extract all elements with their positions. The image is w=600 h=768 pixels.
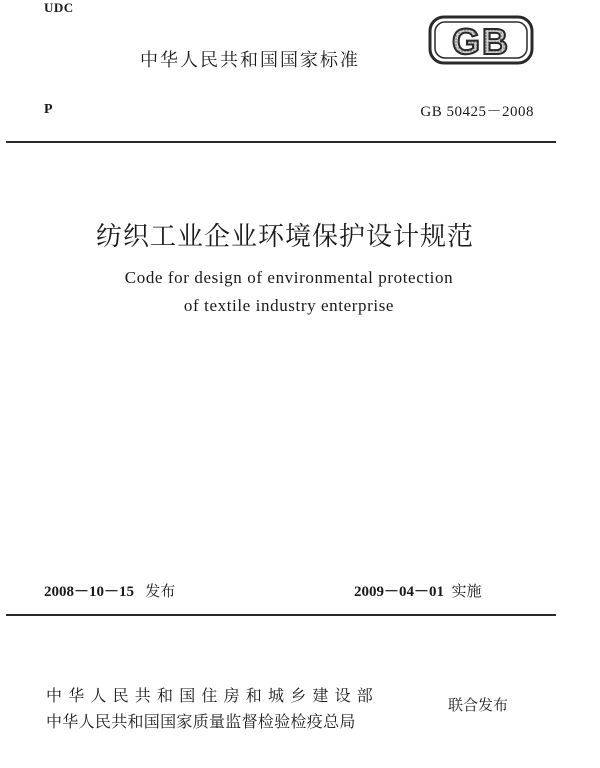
issue-date: 2008－10－15	[44, 584, 135, 600]
svg-text:GB: GB	[452, 21, 510, 62]
gb-logo	[428, 14, 534, 66]
implement-label: 实施	[451, 582, 482, 600]
issuer-ministry-housing: 中华人民共和国住房和城乡建设部	[46, 686, 380, 705]
national-standard-heading: 中华人民共和国国家标准	[140, 50, 360, 71]
english-title-line-1: Code for design of environmental protection	[124, 268, 454, 287]
implement-date: 2009－04－01	[354, 584, 445, 600]
issuer-aqsiq: 中华人民共和国国家质量监督检验检疫总局	[46, 712, 356, 731]
category-code: P	[44, 102, 53, 117]
issue-date-line	[44, 580, 175, 601]
standard-number: GB 50425－2008	[420, 104, 534, 120]
english-title-line-2: of textile industry enterprise	[183, 296, 395, 315]
chinese-title: 纺织工业企业环境保护设计规范	[95, 222, 474, 252]
issue-label: 发布	[145, 582, 176, 600]
udc-label: UDC	[44, 0, 74, 15]
implement-date-line	[354, 580, 482, 601]
top-divider	[6, 141, 556, 143]
bottom-divider	[6, 614, 556, 616]
joint-issue-label: 联合发布	[448, 696, 509, 714]
